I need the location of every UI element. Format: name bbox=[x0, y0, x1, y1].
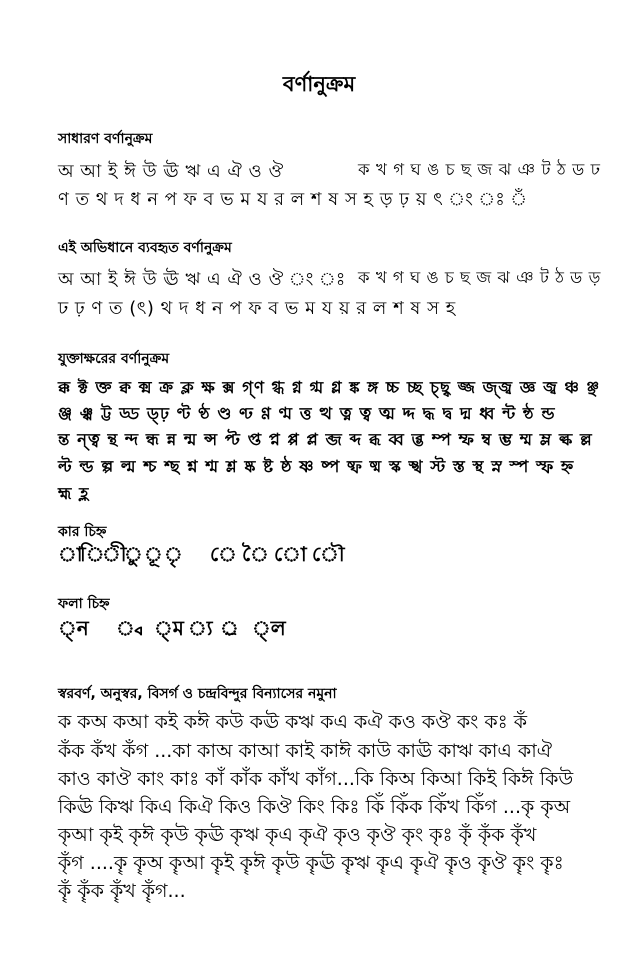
kar-sign: ে bbox=[210, 542, 237, 566]
conjunct-line: ল্ট ল্ড ল্প ল্ম শ্চ শ্ছ শ্ন শ্ম শ্ল ষ্ক ষ্ট ষ্ঠ ষ্ণ ষ্প ষ্ফ ষ্ম স্ক স্খ স্ট স্ত স্থ স্ন স্প স্ফ হ্ন bbox=[58, 457, 575, 476]
general-consonants-1: ক খ গ ঘ ঙ চ ছ জ ঝ ঞ ট ঠ ড ঢ bbox=[358, 159, 601, 179]
kar-sign: ো bbox=[274, 542, 307, 566]
general-consonants-2: ণ ত থ দ ধ ন প ফ ব ভ ম য র ল শ ষ স হ ড় ঢ় য় ৎ ং ঃ ঁ bbox=[58, 189, 528, 210]
kar-sign: ৌ bbox=[312, 542, 345, 566]
dictionary-vowels: অ আ ই ঈ উ ঊ ঋ এ ঐ ও ঔ ং ঃ bbox=[58, 269, 346, 290]
kar-signs-row bbox=[58, 540, 358, 570]
phala-sign: ্ল bbox=[252, 616, 286, 640]
phala-sign: ্ম bbox=[154, 616, 184, 640]
general-letters-line-1 bbox=[58, 157, 601, 182]
sample-line: কাও কাঔ কাং কাঃ কাঁ কাঁক কাঁখ কাঁগ...কি কিঅ কিআ কিই কিঈ কিউ bbox=[58, 768, 574, 790]
kar-sign: ী bbox=[102, 542, 127, 566]
page-title: বর্ণানুক্রম bbox=[282, 72, 356, 96]
dictionary-consonants-2: ঢ ঢ় ণ ত (ৎ) থ দ ধ ন প ফ ব ভ ম য য় র ল শ ষ স হ bbox=[58, 298, 456, 319]
dictionary-consonants-1: ক খ গ ঘ ঙ চ ছ জ ঝ ঞ ট ঠ ড ড় bbox=[358, 268, 601, 287]
sample-line: কঁক কঁখ কঁগ ...কা কাঅ কাআ কাই কাঈ কাউ কাঊ কাঋ কাএ কাঐ bbox=[58, 740, 552, 762]
general-vowels: অ আ ই ঈ উ ঊ ঋ এ ঐ ও ঔ bbox=[58, 161, 284, 182]
sample-line: কিঊ কিঋ কিএ কিঐ কিও কিঔ কিং কিঃ কিঁ কিঁক কিঁখ কিঁগ ...কৃ কৃঅ bbox=[58, 796, 571, 818]
section-heading-phala: ফলা চিহ্ন bbox=[58, 596, 110, 612]
phala-sign: ্র bbox=[220, 616, 239, 640]
kar-sign: ৈ bbox=[242, 542, 269, 566]
kar-sign: ৃ bbox=[164, 542, 183, 566]
phala-sign: ্য bbox=[188, 616, 213, 640]
phala-signs-row bbox=[58, 614, 358, 648]
kar-sign: ু bbox=[124, 542, 143, 566]
phala-sign: ্ন bbox=[58, 616, 89, 640]
section-heading-conjuncts: যুক্তাক্ষরের বর্ণানুক্রম bbox=[58, 351, 170, 367]
sample-line: ক কঅ কআ কই কঈ কউ কঊ কঋ কএ কঐ কও কঔ কং কঃ কঁ bbox=[58, 711, 528, 733]
conjunct-line: ক্ক ক্ট ক্ত ক্ব ক্ম ক্র ক্ল ক্ষ ক্স গ্ণ গ্ধ গ্ন গ্ম গ্ল ঙ্ক ঙ্গ চ্চ চ্ছ চ্ছ্ব জ্জ জ্জ্ব জ্ঞ জ্ব ঞ্চ ঞ্ছ bbox=[58, 378, 600, 397]
phala-sign: ্ব bbox=[116, 616, 143, 640]
sample-line: কৄঁ কৄঁক কৄঁখ কৄঁগ... bbox=[58, 880, 186, 902]
sample-line: কৃআ কৃই কৃঈ কৃউ কৃঊ কৃঋ কৃএ কৃঐ কৃও কৃঔ কৃং কৃঃ কৃঁ কৃঁক কৃঁখ bbox=[58, 824, 537, 846]
kar-sign: া bbox=[58, 542, 83, 566]
conjunct-line: ন্ত ন্ত্ব ন্থ ন্দ ন্ধ ন্ন ন্ম ন্স প্ট প্ত প্ন প্প প্ল ব্জ ব্দ ব্ধ ব্ব ব্ভ ম্প ম্ফ ম্ব ম্ভ ম্ম ম্ল ল্ক ল্ল bbox=[58, 430, 593, 449]
section-heading-dictionary: এই অভিধানে ব্যবহৃত বর্ণানুক্রম bbox=[58, 240, 232, 256]
section-heading-kar: কার চিহ্ন bbox=[58, 524, 107, 540]
conjunct-line: হ্ম হ্ল bbox=[58, 484, 90, 503]
conjunct-line: ঞ্জ ঞ্ঝ ট্ট ড্ড ড্ঢ় ণ্ট ণ্ঠ ণ্ড ণ্ঢ ণ্ণ ণ্ম ত্ত ত্থ ত্ন ত্ব ত্ম দ্দ দ্ধ দ্ব দ্ম ধ্ব ন্ট ন্ঠ ন্ড bbox=[58, 404, 556, 423]
kar-sign: ি bbox=[80, 542, 105, 566]
sample-line: কৃঁগ ....কৄ কৄঅ কৄআ কৄই কৄঈ কৄউ কৄঊ কৄঋ কৄএ কৄঐ কৄও কৄঔ কৄং কৄঃ bbox=[58, 852, 564, 874]
dictionary-letters-line-1 bbox=[58, 265, 601, 290]
section-heading-samples: স্বরবর্ণ, অনুস্বর, বিসর্গ ও চন্দ্রবিন্দুর বিন্যাসের নমুনা bbox=[58, 686, 337, 702]
kar-sign: ূ bbox=[144, 542, 163, 566]
section-heading-general: সাধারণ বর্ণানুক্রম bbox=[58, 131, 153, 147]
